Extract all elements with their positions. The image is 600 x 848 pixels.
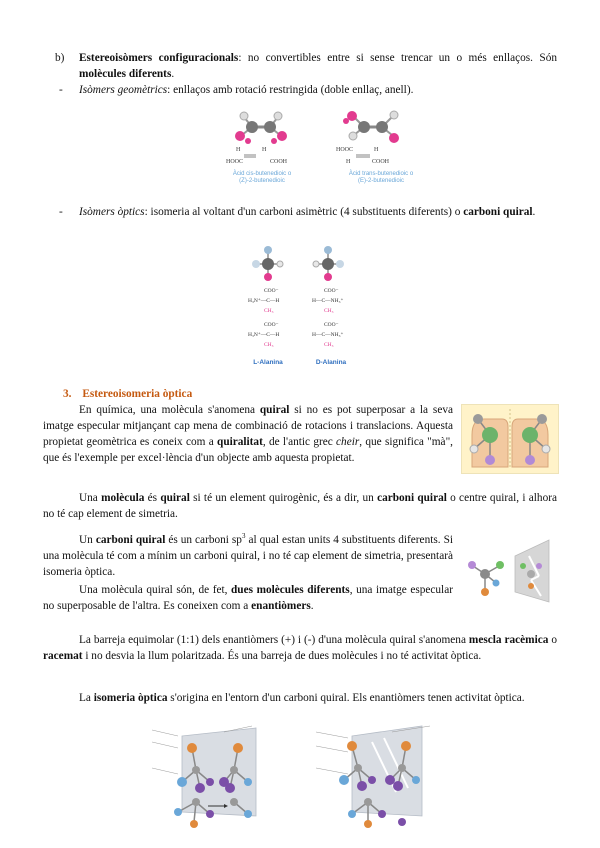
para4-text1: Una molècula quiral són, de fet, bbox=[79, 584, 232, 596]
para3-text2: és un carboni sp bbox=[165, 534, 242, 546]
d-alanine-model bbox=[313, 246, 344, 281]
para1-bold-quiralitat: quiralitat bbox=[217, 436, 263, 448]
para6-text1: La bbox=[79, 692, 94, 704]
para2-bold-molecula: molècula bbox=[101, 492, 145, 504]
svg-text:CH₃: CH₃ bbox=[264, 342, 274, 348]
section-number: 3. bbox=[63, 388, 72, 400]
para6-bold-isomeria-optica: isomeria òptica bbox=[93, 692, 168, 704]
svg-text:CH₃: CH₃ bbox=[324, 308, 334, 314]
para2-text4: o centre quiral, i alhora no té cap element de simetria. bbox=[43, 492, 557, 520]
para4-text2: , una imatge especular no superposable de l'altra. Es coneixen com a bbox=[43, 584, 453, 612]
enantiomer-left-illustration bbox=[148, 722, 278, 834]
cis-molecule-model bbox=[235, 112, 287, 144]
cis-caption-line2: (Z)-2-butenedioic bbox=[239, 178, 285, 184]
paragraph-chiral-molecule bbox=[43, 490, 557, 522]
paragraph-racemic bbox=[43, 632, 557, 664]
trans-structural-formula bbox=[336, 147, 390, 165]
para5-bold-racemat: racemat bbox=[43, 650, 83, 662]
d-alanine-label: D-Alanina bbox=[315, 359, 347, 366]
para5-text3: i no desvia la llum polaritzada. És una barreja de dues molècules i no té activitat òptica. bbox=[82, 650, 482, 662]
svg-text:H₃N⁺—C—H: H₃N⁺—C—H bbox=[248, 332, 280, 338]
svg-text:COO⁻: COO⁻ bbox=[264, 288, 279, 294]
alanine-enantiomers-figure bbox=[240, 242, 360, 368]
mirror-molecule-illustration bbox=[459, 536, 557, 606]
paragraph-chirality bbox=[43, 402, 453, 466]
item-b bbox=[55, 50, 557, 82]
svg-text:HOOC: HOOC bbox=[336, 147, 354, 153]
para1-text2: si no es pot superposar a la seva imatge especular mitjançant cap mena de combinació de rotacions i translacions. Aquesta propietat geomètrica es coneix com a bbox=[43, 404, 453, 448]
paragraph-chiral-carbon bbox=[43, 532, 453, 580]
svg-text:H₃N⁺—C—H: H₃N⁺—C—H bbox=[248, 298, 280, 304]
alanine-fischer-formulas bbox=[248, 288, 344, 348]
geometric-isomers-figure bbox=[222, 105, 434, 197]
l-alanine-model bbox=[252, 246, 283, 281]
svg-text:H: H bbox=[346, 159, 351, 165]
svg-text:H: H bbox=[236, 147, 241, 153]
l-alanine-label: L-Alanina bbox=[253, 359, 283, 366]
svg-text:H: H bbox=[374, 147, 379, 153]
para1-italic-cheir: cheir bbox=[336, 436, 360, 448]
mirror-molecule-image bbox=[459, 536, 557, 606]
bullet-optic bbox=[55, 204, 557, 220]
para6-text2: s'origina en l'entorn d'un carboni quiral. Els enantiòmers tenen activitat òptica. bbox=[167, 692, 525, 704]
section-heading bbox=[63, 386, 192, 402]
right-central-carbon bbox=[522, 427, 538, 443]
svg-text:COO⁻: COO⁻ bbox=[264, 322, 279, 328]
trans-caption-line1: Àcid trans-butenedioic o bbox=[348, 171, 414, 177]
para3-text1: Un bbox=[79, 534, 96, 546]
svg-text:H: H bbox=[262, 147, 267, 153]
bullet-geometric-term: Isòmers geomètrics bbox=[79, 84, 168, 96]
para5-text2: o bbox=[548, 634, 557, 646]
paragraph-enantiomers bbox=[43, 582, 453, 614]
para3-text3: al qual estan units 4 substituents diferents. Si una molècula té com a mínim un carboni quiral, i no té cap element de simetria, presentarà isomeria òptica. bbox=[43, 534, 453, 578]
para1-text3: , de l'antic grec bbox=[262, 436, 337, 448]
cis-structural-formula bbox=[226, 147, 288, 165]
para1-text1: En química, una molècula s'anomena bbox=[79, 404, 260, 416]
para4-bold-dues-molecules: dues molècules diferents bbox=[231, 584, 350, 596]
bullet-optic-text1: : isomeria al voltant d'un carboni asimètric (4 substituents diferents) o bbox=[144, 206, 464, 218]
bullet-geometric bbox=[55, 82, 557, 98]
svg-text:HOOC: HOOC bbox=[226, 159, 244, 165]
chiral-carbon-atom bbox=[480, 569, 490, 579]
bullet-optic-term2: carboni quiral bbox=[463, 206, 533, 218]
cis-caption-line1: Àcid cis-butenedioic o bbox=[232, 171, 292, 177]
bullet-optic-text2: . bbox=[532, 206, 536, 218]
svg-text:COO⁻: COO⁻ bbox=[324, 288, 339, 294]
para5-bold-mescla-racemica: mescla racèmica bbox=[468, 634, 549, 646]
item-b-term2: molècules diferents bbox=[79, 68, 172, 80]
para1-text4: , que significa "mà", que és l'exemple per excel·lència d'un objecte amb aquesta propietat. bbox=[43, 436, 453, 464]
para4-text3: . bbox=[310, 600, 314, 612]
enantiomer-diagram-right bbox=[312, 722, 440, 834]
trans-molecule-model bbox=[343, 111, 399, 143]
svg-text:H—C—NH₃⁺: H—C—NH₃⁺ bbox=[312, 332, 344, 338]
chiral-hands-image bbox=[461, 404, 559, 474]
geometric-isomers-molecules bbox=[222, 105, 434, 171]
section-title: Estereoisomeria òptica bbox=[82, 388, 193, 400]
cis-caption bbox=[222, 171, 302, 185]
para2-bold-carboni-quiral: carboni quiral bbox=[377, 492, 447, 504]
bullet-geometric-marker: - bbox=[59, 84, 63, 96]
enantiomer-right-illustration bbox=[312, 722, 440, 834]
svg-text:COOH: COOH bbox=[270, 159, 288, 165]
item-b-text2: . bbox=[171, 68, 175, 80]
bullet-optic-marker: - bbox=[59, 206, 63, 218]
para2-bold-quiral: quiral bbox=[160, 492, 190, 504]
enantiomer-diagram-left bbox=[148, 722, 278, 834]
svg-text:CH₃: CH₃ bbox=[264, 308, 274, 314]
bullet-optic-term: Isòmers òptics bbox=[79, 206, 145, 218]
item-b-term: Estereoisòmers configuracionals bbox=[79, 52, 239, 64]
item-b-text1: : no convertibles entre si sense trencar un o més enllaços. Són bbox=[238, 52, 557, 64]
svg-text:H—C—NH₃⁺: H—C—NH₃⁺ bbox=[312, 298, 344, 304]
para5-text1: La barreja equimolar (1:1) dels enantiòmers (+) i (-) d'una molècula quiral s'anomena bbox=[79, 634, 469, 646]
trans-caption-line2: (E)-2-butenedioic bbox=[357, 178, 405, 184]
svg-text:COO⁻: COO⁻ bbox=[324, 322, 339, 328]
paragraph-optical-isomerism bbox=[43, 690, 557, 706]
para4-bold-enantiomers: enantiòmers bbox=[251, 600, 311, 612]
svg-text:COOH: COOH bbox=[372, 159, 390, 165]
alanine-structures bbox=[240, 242, 360, 354]
item-b-marker: b) bbox=[55, 52, 65, 64]
bullet-geometric-text: : enllaços amb rotació restringida (doble enllaç, anell). bbox=[167, 84, 414, 96]
svg-text:CH₃: CH₃ bbox=[324, 342, 334, 348]
para2-text2: és bbox=[144, 492, 161, 504]
para2-text1: Una bbox=[79, 492, 102, 504]
hands-illustration bbox=[462, 405, 558, 473]
trans-caption bbox=[328, 171, 434, 185]
para1-bold-quiral: quiral bbox=[259, 404, 290, 416]
para3-superscript: 3 bbox=[241, 532, 246, 541]
para2-text3: si té un element quirogènic, és a dir, un bbox=[189, 492, 378, 504]
left-central-carbon bbox=[482, 427, 498, 443]
para3-bold-carboni-quiral: carboni quiral bbox=[95, 534, 166, 546]
